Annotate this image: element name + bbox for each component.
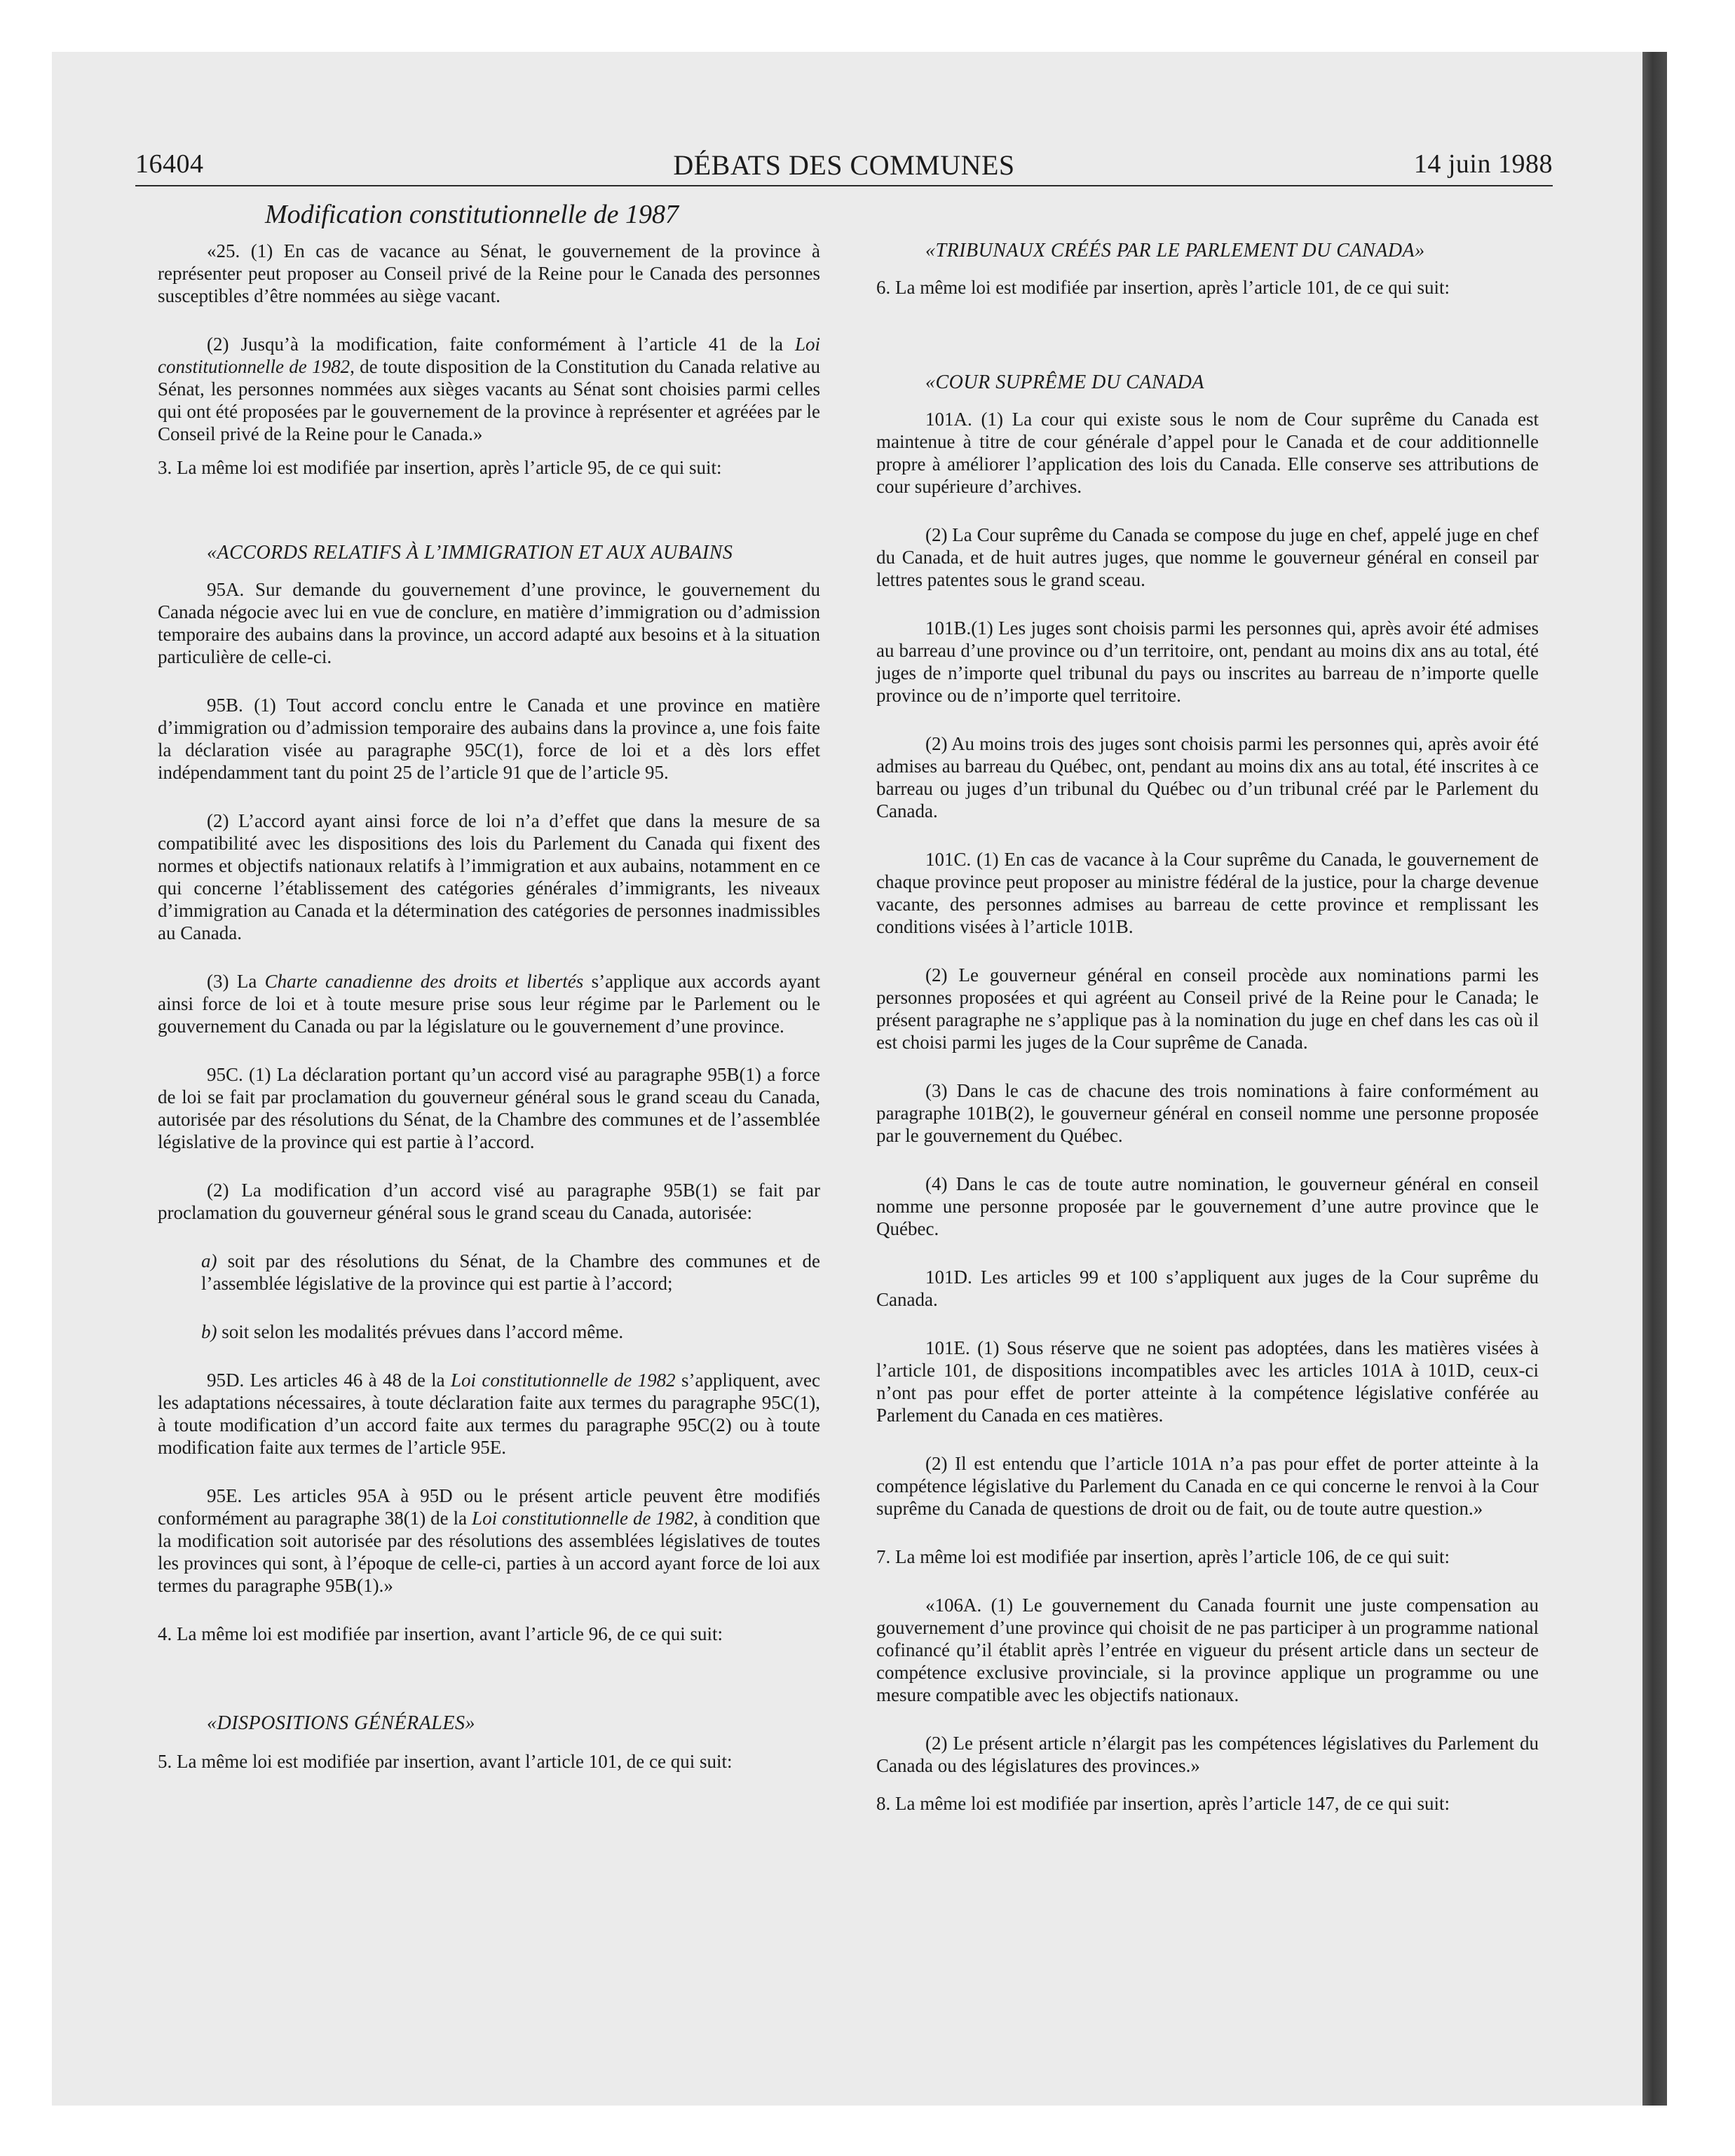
paragraph-101C-4: (4) Dans le cas de toute autre nomination, le gouverneur général en conseil nomme une personne proposée par le gouvernement d’une autre province que le Québec. [876, 1173, 1539, 1239]
section-7: 7. La même loi est modifiée par insertion, après l’article 106, de ce qui suit: [876, 1546, 1450, 1567]
paragraph-95C-2: (2) La modification d’un accord visé au paragraphe 95B(1) se fait par proclamation du gouverneur général sous le grand sceau du Canada, autorisée: [158, 1180, 820, 1223]
paragraph-101C-1: 101C. (1) En cas de vacance à la Cour suprême du Canada, le gouvernement de chaque province peut proposer au ministre fédéral de la justice, pour la charge devenue vacante, des personnes admises au barreau de cette province et remplissant les conditions visées à l’article 101B. [876, 849, 1539, 937]
heading-accords: «ACCORDS RELATIFS À L’IMMIGRATION ET AUX AUBAINS [207, 542, 733, 564]
paragraph-101B-1: 101B.(1) Les juges sont choisis parmi les personnes qui, après avoir été admises au barreau d’une province ou d’un territoire, ont, pendant au moins dix ans au total, été juges de n’importe quel tribunal du pays ou inscrites au barreau de n’importe quelle province ou de n’importe quel territoire. [876, 618, 1539, 706]
running-title: Modification constitutionnelle de 1987 [265, 200, 679, 229]
paragraph-95C-1: 95C. (1) La déclaration portant qu’un accord visé au paragraphe 95B(1) a force de loi se fait par proclamation du gouverneur général sous le grand sceau du Canada, autorisée par des résolutions du Sénat, de la Chambre des communes et de l’assemblée législative de la province qui est partie à l’accord. [158, 1064, 820, 1152]
publication-title: DÉBATS DES COMMUNES [673, 149, 1015, 181]
section-5: 5. La même loi est modifiée par insertion, avant l’article 101, de ce qui suit: [158, 1751, 733, 1772]
heading-tribunaux: «TRIBUNAUX CRÉÉS PAR LE PARLEMENT DU CANADA» [925, 240, 1425, 261]
page-binding-edge [1642, 52, 1667, 2106]
item-b: b) soit selon les modalités prévues dans l’accord même. [201, 1321, 624, 1342]
paragraph-95A: 95A. Sur demande du gouvernement d’une province, le gouvernement du Canada négocie avec lui en vue de conclure, en matière d’immigration ou d’admission temporaire des aubains dans la province, un accord adapté aux besoins et à la situation particulière de celle-ci. [158, 579, 820, 667]
page-number: 16404 [135, 149, 204, 179]
paragraph-95D: 95D. Les articles 46 à 48 de la Loi constitutionnelle de 1982 s’appliquent, avec les adaptations nécessaires, à toute déclaration faite aux termes du paragraphe 95C(1), à toute modification d’un accord faite aux termes du paragraphe 95C(2) ou à toute modification faite aux termes de l’article 95E. [158, 1370, 820, 1458]
paragraph-101A-2: (2) La Cour suprême du Canada se compose du juge en chef, appelé juge en chef du Canada, et de huit autres juges, que nomme le gouverneur général en conseil par lettres patentes sous le grand sceau. [876, 524, 1539, 590]
heading-dispositions: «DISPOSITIONS GÉNÉRALES» [207, 1712, 475, 1734]
paragraph-101D: 101D. Les articles 99 et 100 s’appliquent aux juges de la Cour suprême du Canada. [876, 1267, 1539, 1310]
right-column [876, 240, 1539, 1815]
item-a: a) soit par des résolutions du Sénat, de la Chambre des communes et de l’assemblée législative de la province qui est partie à l’accord; [201, 1250, 820, 1294]
section-8: 8. La même loi est modifiée par insertion, après l’article 147, de ce qui suit: [876, 1793, 1450, 1814]
page-header [135, 146, 1553, 186]
paragraph-101E-2: (2) Il est entendu que l’article 101A n’a pas pour effet de porter atteinte à la compétence législative du Parlement du Canada en ce qui concerne le renvoi à la Cour suprême du Canada de questions de droit ou de fait, ou de toute autre question.» [876, 1453, 1539, 1519]
paragraph-95B-1: 95B. (1) Tout accord conclu entre le Canada et une province en matière d’immigration ou d’admission temporaire des aubains dans la province a, une fois faite la déclaration visée au paragraphe 95C(1), force de loi et a dès lors effet indépendamment tant du point 25 de l’article 91 que de l’article 95. [158, 695, 820, 783]
paragraph-95B-2: (2) L’accord ayant ainsi force de loi n’a d’effet que dans la mesure de sa compatibilité avec les dispositions des lois du Parlement du Canada qui fixent des normes et objectifs nationaux relatifs à l’immigration et aux aubains, notamment en ce qui concerne l’établissement des catégories générales d’immigrants, les niveaux d’immigration au Canada et la détermination des catégories de personnes inadmissibles au Canada. [158, 810, 820, 943]
paragraph-106A-2: (2) Le présent article n’élargit pas les compétences législatives du Parlement du Canada ou des législatures des provinces.» [876, 1733, 1539, 1776]
paragraph-106A-1: «106A. (1) Le gouvernement du Canada fournit une juste compensation au gouvernement d’une province qui choisit de ne pas participer à un programme national cofinancé qu’il établit après l’entrée en vigueur du présent article dans un secteur de compétence exclusive provinciale, si la province applique un programme ou une mesure compatible avec les objectifs nationaux. [876, 1595, 1539, 1705]
publication-date: 14 juin 1988 [1413, 149, 1553, 179]
paragraph-101C-3: (3) Dans le cas de chacune des trois nominations à faire conformément au paragraphe 101B(2), le gouverneur général en conseil nomme une personne proposée par le gouvernement du Québec. [876, 1080, 1539, 1146]
section-6: 6. La même loi est modifiée par insertion, après l’article 101, de ce qui suit: [876, 277, 1450, 298]
heading-cour-supreme: «COUR SUPRÊME DU CANADA [925, 371, 1205, 393]
paragraph-101C-2: (2) Le gouverneur général en conseil procède aux nominations parmi les personnes proposées et qui agréent au Conseil privé de la Reine pour le Canada; le présent paragraphe ne s’applique pas à la nomination du juge en chef dans les cas où il est choisi parmi les juges de la Cour suprême de Canada. [876, 964, 1539, 1053]
section-3: 3. La même loi est modifiée par insertion, après l’article 95, de ce qui suit: [158, 457, 722, 478]
section-4: 4. La même loi est modifiée par insertion, avant l’article 96, de ce qui suit: [158, 1623, 723, 1644]
paragraph-101B-2: (2) Au moins trois des juges sont choisis parmi les personnes qui, après avoir été admises au barreau du Québec, ont, pendant au moins dix ans au total, été inscrites à ce barreau ou juges d’un tribunal du Québec ou d’un tribunal créé par le Parlement du Canada. [876, 733, 1539, 821]
paragraph-101E-1: 101E. (1) Sous réserve que ne soient pas adoptées, dans les matières visées à l’article 101, de dispositions incompatibles avec les articles 101A à 101D, ceux-ci n’ont pas pour effet de porter atteinte à la compétence législative conférée au Parlement du Canada en ces matières. [876, 1337, 1539, 1426]
paragraph-25-2: (2) Jusqu’à la modification, faite conformément à l’article 41 de la Loi constitutionnelle de 1982, de toute disposition de la Constitution du Canada relative au Sénat, les personnes nommées aux sièges vacants au Sénat sont choisies parmi celles qui ont été proposées par le gouvernement de la province à représenter et agréées par le Conseil privé de la Reine pour le Canada.» [158, 334, 820, 444]
paragraph-25-1: «25. (1) En cas de vacance au Sénat, le gouvernement de la province à représenter peut proposer au Conseil privé de la Reine pour le Canada des personnes susceptibles d’être nommées au siège vacant. [158, 240, 820, 306]
paragraph-95E: 95E. Les articles 95A à 95D ou le présent article peuvent être modifiés conformément au paragraphe 38(1) de la Loi constitutionnelle de 1982, à condition que la modification soit autorisée par des résolutions des assemblées législatives de toutes les provinces qui sont, à l’époque de celle-ci, parties à un accord ayant force de loi aux termes du paragraphe 95B(1).» [158, 1485, 820, 1596]
paragraph-95B-3: (3) La Charte canadienne des droits et libertés s’applique aux accords ayant ainsi force de loi et à toute mesure prise sous leur régime par le Parlement ou le gouvernement du Canada ou par la législature ou le gouvernement d’une province. [158, 971, 820, 1037]
left-column [158, 240, 820, 1773]
paragraph-101A-1: 101A. (1) La cour qui existe sous le nom de Cour suprême du Canada est maintenue à titre de cour générale d’appel pour le Canada et de cour additionnelle propre à améliorer l’application des lois du Canada. Elle conserve ses attributions de cour supérieure d’archives. [876, 409, 1539, 497]
